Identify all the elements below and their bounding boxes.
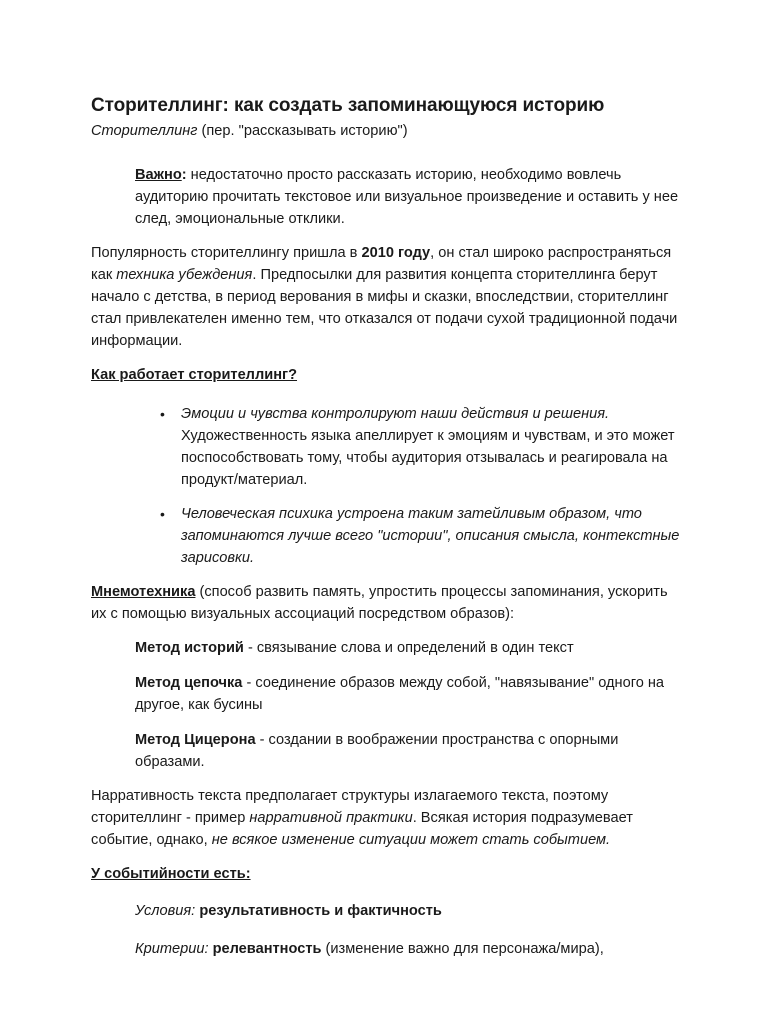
subtitle (91, 120, 681, 142)
how-works-heading: Как работает сторителлинг? (91, 367, 298, 383)
popularity-text-1: Популярность сторителлингу пришла в (91, 245, 362, 261)
popularity-paragraph (91, 242, 681, 352)
how-works-list (91, 403, 681, 569)
document-body (91, 92, 681, 960)
popularity-text-2: , он стал широко распространяться как (91, 245, 672, 283)
criteria-rest: (изменение важно для персонажа/мира), (321, 941, 604, 957)
list-item (91, 403, 681, 491)
method-item (91, 637, 681, 659)
conditions-value: результативность и фактичность (199, 903, 442, 919)
method-item (91, 672, 681, 716)
subtitle-term: Сторителлинг (91, 123, 198, 139)
method-item (91, 729, 681, 773)
bullet-icon: • (160, 506, 165, 522)
criteria-label: Критерии: (135, 941, 209, 957)
important-colon: : (181, 167, 187, 183)
method-name: Метод историй (135, 640, 244, 656)
method-desc: - создании в воображении пространства с опорными образами. (135, 732, 619, 770)
popularity-year: 2010 году (361, 245, 431, 261)
mnemonics-text: (способ развить память, упростить процессы запоминания, ускорить их с помощью визуальных ассоциаций посредством образов): (91, 584, 668, 622)
list-item-italic: Эмоции и чувства контролируют наши действия и решения. (181, 406, 610, 422)
bullet-icon: • (160, 406, 165, 422)
conditions-label: Условия: (135, 903, 196, 919)
criteria-value: релевантность (212, 941, 322, 957)
eventfulness-heading: У событийности есть: (91, 866, 251, 882)
list-item-italic: Человеческая психика устроена таким затейливым образом, что запоминаются лучше всего "истории", описания смысла, контекстные зарисовки. (181, 506, 680, 566)
method-desc: - связывание слова и определений в один текст (243, 640, 574, 656)
important-note (91, 164, 681, 230)
popularity-text-3: . Предпосылки для развития концепта сторителлинга берут начало с детства, в период верования в мифы и сказки, впоследствии, сторителлинг стал привлекателен именно тем, что отказался от подачи сухой традиционной подачи информации. (91, 267, 678, 349)
narrative-paragraph (91, 785, 681, 851)
important-label: Важно (135, 167, 182, 183)
narrative-practice: нарративной практики (249, 810, 413, 826)
document-title: Сторителлинг: как создать запоминающуюся историю (91, 95, 605, 116)
method-name: Метод цепочка (135, 675, 243, 691)
list-item-text: Художественность языка апеллирует к эмоциям и чувствам, и это может поспособствовать тому, чтобы аудитория отзывалась и реагировала на продукт/материал. (181, 428, 675, 488)
subtitle-rest: (пер. "рассказывать историю") (197, 123, 408, 139)
important-text: недостаточно просто рассказать историю, необходимо вовлечь аудиторию прочитать текстовое или визуальное произведение и оставить у нее след, эмоциональные отклики. (135, 167, 679, 227)
narrative-text-1: Нарративность текста предполагает структуры излагаемого текста, поэтому сторителлинг - пример (91, 788, 609, 826)
criteria-line (91, 938, 681, 960)
list-item (91, 503, 681, 569)
method-desc: - соединение образов между собой, "навязывание" одного на другое, как бусины (135, 675, 665, 713)
conditions-line (91, 900, 681, 922)
mnemonics-term: Мнемотехника (91, 584, 196, 600)
mnemonics-paragraph (91, 581, 681, 625)
narrative-text-2: . Всякая история подразумевает событие, однако, (91, 810, 633, 848)
method-name: Метод Цицерона (135, 732, 256, 748)
narrative-not-every: не всякое изменение ситуации может стать событием. (211, 832, 611, 848)
popularity-technique: техника убеждения (116, 267, 253, 283)
